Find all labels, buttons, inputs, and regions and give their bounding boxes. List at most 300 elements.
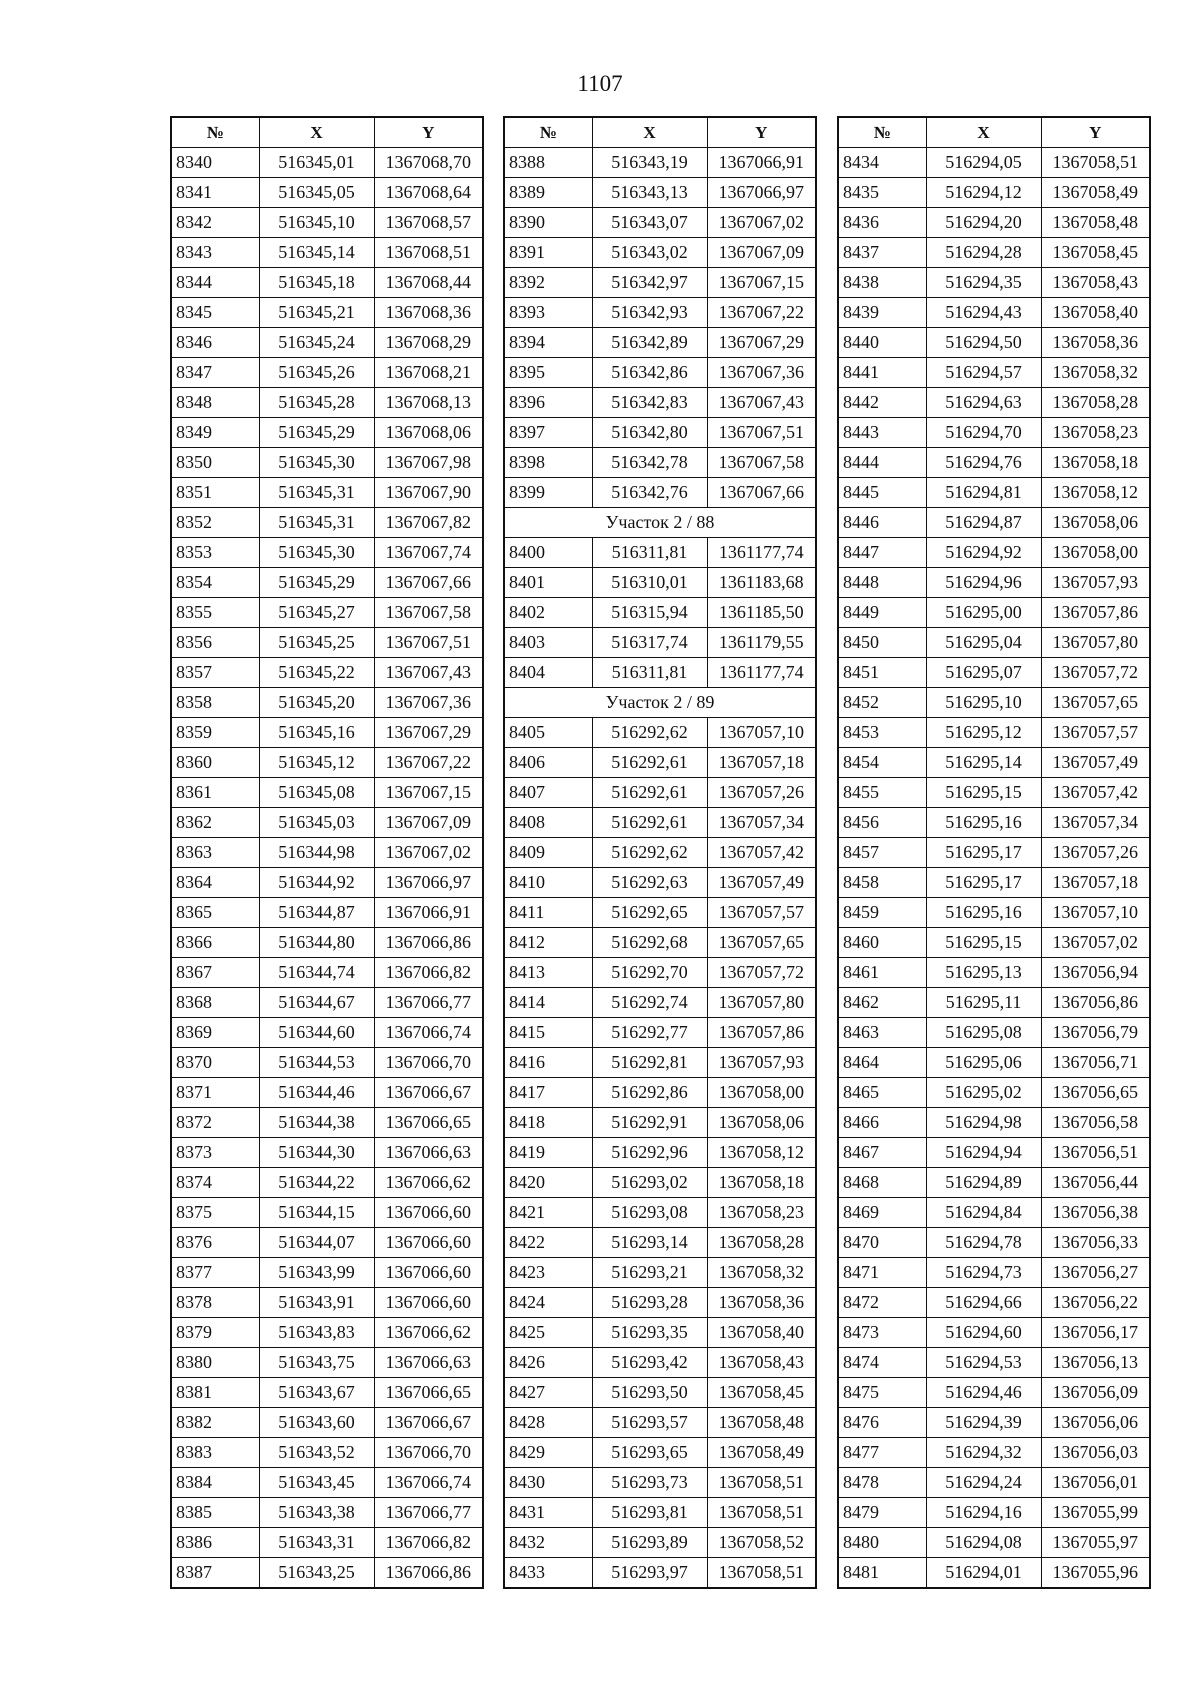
point-number-cell: 8424 <box>504 1288 592 1318</box>
y-coordinate-cell: 1367057,18 <box>1041 868 1150 898</box>
point-number-cell: 8425 <box>504 1318 592 1348</box>
y-coordinate-cell: 1367067,36 <box>707 358 816 388</box>
table-row <box>171 178 483 208</box>
table-row <box>838 1108 1150 1138</box>
x-coordinate-cell: 516295,00 <box>926 598 1041 628</box>
header-y: Y <box>374 117 483 148</box>
point-number-cell: 8460 <box>838 928 926 958</box>
y-coordinate-cell: 1367057,02 <box>1041 928 1150 958</box>
point-number-cell: 8418 <box>504 1108 592 1138</box>
y-coordinate-cell: 1367056,79 <box>1041 1018 1150 1048</box>
y-coordinate-cell: 1367057,10 <box>1041 898 1150 928</box>
y-coordinate-cell: 1367058,43 <box>707 1348 816 1378</box>
point-number-cell: 8454 <box>838 748 926 778</box>
x-coordinate-cell: 516293,81 <box>592 1498 707 1528</box>
table-row <box>504 988 816 1018</box>
point-number-cell: 8346 <box>171 328 259 358</box>
table-row <box>838 208 1150 238</box>
x-coordinate-cell: 516295,13 <box>926 958 1041 988</box>
y-coordinate-cell: 1367066,62 <box>374 1318 483 1348</box>
point-number-cell: 8379 <box>171 1318 259 1348</box>
x-coordinate-cell: 516344,22 <box>259 1168 374 1198</box>
table-row <box>171 928 483 958</box>
x-coordinate-cell: 516294,12 <box>926 178 1041 208</box>
x-coordinate-cell: 516294,87 <box>926 508 1041 538</box>
x-coordinate-cell: 516295,07 <box>926 658 1041 688</box>
y-coordinate-cell: 1367058,51 <box>1041 148 1150 178</box>
table-row <box>504 1228 816 1258</box>
x-coordinate-cell: 516293,21 <box>592 1258 707 1288</box>
x-coordinate-cell: 516295,02 <box>926 1078 1041 1108</box>
table-row <box>504 1258 816 1288</box>
y-coordinate-cell: 1367056,03 <box>1041 1438 1150 1468</box>
y-coordinate-cell: 1367066,70 <box>374 1438 483 1468</box>
table-row <box>504 1048 816 1078</box>
x-coordinate-cell: 516345,18 <box>259 268 374 298</box>
point-number-cell: 8395 <box>504 358 592 388</box>
x-coordinate-cell: 516343,52 <box>259 1438 374 1468</box>
x-coordinate-cell: 516345,31 <box>259 508 374 538</box>
point-number-cell: 8467 <box>838 1138 926 1168</box>
table-row <box>504 1138 816 1168</box>
y-coordinate-cell: 1367058,45 <box>1041 238 1150 268</box>
table-row <box>504 568 816 598</box>
x-coordinate-cell: 516310,01 <box>592 568 707 598</box>
point-number-cell: 8443 <box>838 418 926 448</box>
point-number-cell: 8385 <box>171 1498 259 1528</box>
y-coordinate-cell: 1367058,06 <box>707 1108 816 1138</box>
table-row <box>171 328 483 358</box>
x-coordinate-cell: 516294,84 <box>926 1198 1041 1228</box>
table-row <box>838 1018 1150 1048</box>
y-coordinate-cell: 1367067,29 <box>374 718 483 748</box>
point-number-cell: 8414 <box>504 988 592 1018</box>
y-coordinate-cell: 1367067,15 <box>374 778 483 808</box>
point-number-cell: 8465 <box>838 1078 926 1108</box>
y-coordinate-cell: 1367066,67 <box>374 1408 483 1438</box>
x-coordinate-cell: 516345,29 <box>259 568 374 598</box>
table-row <box>171 598 483 628</box>
point-number-cell: 8399 <box>504 478 592 508</box>
table-row <box>504 958 816 988</box>
y-coordinate-cell: 1367067,02 <box>374 838 483 868</box>
table-row <box>171 838 483 868</box>
table-row <box>171 1048 483 1078</box>
y-coordinate-cell: 1367058,18 <box>1041 448 1150 478</box>
point-number-cell: 8374 <box>171 1168 259 1198</box>
point-number-cell: 8453 <box>838 718 926 748</box>
table-row <box>171 1258 483 1288</box>
y-coordinate-cell: 1367058,12 <box>707 1138 816 1168</box>
x-coordinate-cell: 516343,38 <box>259 1498 374 1528</box>
y-coordinate-cell: 1367066,82 <box>374 1528 483 1558</box>
table-row <box>171 1168 483 1198</box>
y-coordinate-cell: 1367057,57 <box>707 898 816 928</box>
table-row <box>838 538 1150 568</box>
point-number-cell: 8365 <box>171 898 259 928</box>
table-row <box>838 1408 1150 1438</box>
table-row <box>504 718 816 748</box>
y-coordinate-cell: 1367056,58 <box>1041 1108 1150 1138</box>
point-number-cell: 8440 <box>838 328 926 358</box>
header-number: № <box>838 117 926 148</box>
header-number: № <box>504 117 592 148</box>
table-row <box>838 808 1150 838</box>
table-row <box>838 478 1150 508</box>
point-number-cell: 8474 <box>838 1348 926 1378</box>
x-coordinate-cell: 516293,50 <box>592 1378 707 1408</box>
table-row <box>504 148 816 178</box>
y-coordinate-cell: 1367057,49 <box>707 868 816 898</box>
y-coordinate-cell: 1367067,74 <box>374 538 483 568</box>
y-coordinate-cell: 1367057,18 <box>707 748 816 778</box>
table-row <box>504 238 816 268</box>
y-coordinate-cell: 1367068,36 <box>374 298 483 328</box>
table-row <box>171 1408 483 1438</box>
point-number-cell: 8382 <box>171 1408 259 1438</box>
x-coordinate-cell: 516293,28 <box>592 1288 707 1318</box>
header-y: Y <box>1041 117 1150 148</box>
point-number-cell: 8431 <box>504 1498 592 1528</box>
point-number-cell: 8480 <box>838 1528 926 1558</box>
table-row <box>838 1258 1150 1288</box>
table-row <box>504 898 816 928</box>
point-number-cell: 8387 <box>171 1558 259 1589</box>
point-number-cell: 8447 <box>838 538 926 568</box>
table-header-row <box>504 117 816 148</box>
x-coordinate-cell: 516295,16 <box>926 898 1041 928</box>
table-row <box>504 658 816 688</box>
point-number-cell: 8427 <box>504 1378 592 1408</box>
x-coordinate-cell: 516342,80 <box>592 418 707 448</box>
x-coordinate-cell: 516292,86 <box>592 1078 707 1108</box>
table-row <box>171 538 483 568</box>
y-coordinate-cell: 1367058,28 <box>1041 388 1150 418</box>
table-row <box>838 148 1150 178</box>
table-row <box>171 628 483 658</box>
table-row <box>504 478 816 508</box>
point-number-cell: 8356 <box>171 628 259 658</box>
table-row <box>838 958 1150 988</box>
point-number-cell: 8461 <box>838 958 926 988</box>
y-coordinate-cell: 1367067,66 <box>707 478 816 508</box>
table-row <box>171 268 483 298</box>
x-coordinate-cell: 516344,38 <box>259 1108 374 1138</box>
coordinate-table-1 <box>170 116 484 1589</box>
y-coordinate-cell: 1367067,43 <box>374 658 483 688</box>
y-coordinate-cell: 1367057,93 <box>707 1048 816 1078</box>
y-coordinate-cell: 1367057,34 <box>1041 808 1150 838</box>
x-coordinate-cell: 516292,63 <box>592 868 707 898</box>
table-row <box>504 808 816 838</box>
point-number-cell: 8341 <box>171 178 259 208</box>
point-number-cell: 8391 <box>504 238 592 268</box>
point-number-cell: 8390 <box>504 208 592 238</box>
x-coordinate-cell: 516342,97 <box>592 268 707 298</box>
table-row <box>171 1498 483 1528</box>
y-coordinate-cell: 1367056,65 <box>1041 1078 1150 1108</box>
point-number-cell: 8386 <box>171 1528 259 1558</box>
y-coordinate-cell: 1367068,44 <box>374 268 483 298</box>
x-coordinate-cell: 516345,26 <box>259 358 374 388</box>
table-row <box>504 208 816 238</box>
point-number-cell: 8404 <box>504 658 592 688</box>
y-coordinate-cell: 1367066,60 <box>374 1258 483 1288</box>
x-coordinate-cell: 516345,10 <box>259 208 374 238</box>
x-coordinate-cell: 516294,63 <box>926 388 1041 418</box>
point-number-cell: 8481 <box>838 1558 926 1589</box>
x-coordinate-cell: 516343,31 <box>259 1528 374 1558</box>
y-coordinate-cell: 1367058,51 <box>707 1558 816 1589</box>
table-row <box>171 808 483 838</box>
point-number-cell: 8459 <box>838 898 926 928</box>
point-number-cell: 8430 <box>504 1468 592 1498</box>
point-number-cell: 8373 <box>171 1138 259 1168</box>
x-coordinate-cell: 516294,39 <box>926 1408 1041 1438</box>
point-number-cell: 8377 <box>171 1258 259 1288</box>
point-number-cell: 8436 <box>838 208 926 238</box>
table-row <box>504 538 816 568</box>
table-row <box>504 1018 816 1048</box>
table-row <box>171 1138 483 1168</box>
y-coordinate-cell: 1367058,36 <box>707 1288 816 1318</box>
y-coordinate-cell: 1367056,01 <box>1041 1468 1150 1498</box>
point-number-cell: 8364 <box>171 868 259 898</box>
point-number-cell: 8415 <box>504 1018 592 1048</box>
header-y: Y <box>707 117 816 148</box>
point-number-cell: 8435 <box>838 178 926 208</box>
table-row <box>838 1528 1150 1558</box>
point-number-cell: 8402 <box>504 598 592 628</box>
x-coordinate-cell: 516295,04 <box>926 628 1041 658</box>
y-coordinate-cell: 1367058,49 <box>1041 178 1150 208</box>
x-coordinate-cell: 516292,61 <box>592 778 707 808</box>
table-row <box>838 658 1150 688</box>
table-row <box>838 718 1150 748</box>
x-coordinate-cell: 516344,74 <box>259 958 374 988</box>
x-coordinate-cell: 516344,87 <box>259 898 374 928</box>
point-number-cell: 8403 <box>504 628 592 658</box>
y-coordinate-cell: 1367056,86 <box>1041 988 1150 1018</box>
point-number-cell: 8372 <box>171 1108 259 1138</box>
x-coordinate-cell: 516342,83 <box>592 388 707 418</box>
y-coordinate-cell: 1367066,82 <box>374 958 483 988</box>
x-coordinate-cell: 516345,22 <box>259 658 374 688</box>
table-row <box>504 1318 816 1348</box>
point-number-cell: 8417 <box>504 1078 592 1108</box>
x-coordinate-cell: 516342,89 <box>592 328 707 358</box>
point-number-cell: 8363 <box>171 838 259 868</box>
table-row <box>838 268 1150 298</box>
point-number-cell: 8359 <box>171 718 259 748</box>
y-coordinate-cell: 1367067,36 <box>374 688 483 718</box>
y-coordinate-cell: 1367057,72 <box>707 958 816 988</box>
y-coordinate-cell: 1367066,60 <box>374 1198 483 1228</box>
x-coordinate-cell: 516294,16 <box>926 1498 1041 1528</box>
y-coordinate-cell: 1367058,32 <box>707 1258 816 1288</box>
x-coordinate-cell: 516293,97 <box>592 1558 707 1589</box>
y-coordinate-cell: 1367068,57 <box>374 208 483 238</box>
table-row <box>171 148 483 178</box>
point-number-cell: 8367 <box>171 958 259 988</box>
table-row <box>504 388 816 418</box>
table-row <box>504 1558 816 1589</box>
x-coordinate-cell: 516292,68 <box>592 928 707 958</box>
table-row <box>504 1348 816 1378</box>
point-number-cell: 8450 <box>838 628 926 658</box>
y-coordinate-cell: 1367057,42 <box>707 838 816 868</box>
y-coordinate-cell: 1367066,60 <box>374 1228 483 1258</box>
x-coordinate-cell: 516343,45 <box>259 1468 374 1498</box>
point-number-cell: 8439 <box>838 298 926 328</box>
point-number-cell: 8343 <box>171 238 259 268</box>
point-number-cell: 8420 <box>504 1168 592 1198</box>
table-row <box>504 778 816 808</box>
x-coordinate-cell: 516292,91 <box>592 1108 707 1138</box>
y-coordinate-cell: 1367056,06 <box>1041 1408 1150 1438</box>
x-coordinate-cell: 516295,17 <box>926 868 1041 898</box>
x-coordinate-cell: 516294,35 <box>926 268 1041 298</box>
y-coordinate-cell: 1367068,21 <box>374 358 483 388</box>
point-number-cell: 8449 <box>838 598 926 628</box>
y-coordinate-cell: 1367058,06 <box>1041 508 1150 538</box>
table-row <box>171 1228 483 1258</box>
point-number-cell: 8473 <box>838 1318 926 1348</box>
y-coordinate-cell: 1367056,22 <box>1041 1288 1150 1318</box>
x-coordinate-cell: 516343,60 <box>259 1408 374 1438</box>
x-coordinate-cell: 516293,73 <box>592 1468 707 1498</box>
table-row <box>838 358 1150 388</box>
x-coordinate-cell: 516294,53 <box>926 1348 1041 1378</box>
x-coordinate-cell: 516294,28 <box>926 238 1041 268</box>
x-coordinate-cell: 516292,65 <box>592 898 707 928</box>
x-coordinate-cell: 516295,10 <box>926 688 1041 718</box>
y-coordinate-cell: 1361185,50 <box>707 598 816 628</box>
x-coordinate-cell: 516294,92 <box>926 538 1041 568</box>
table-row <box>171 988 483 1018</box>
table-row <box>838 1198 1150 1228</box>
header-x: X <box>259 117 374 148</box>
point-number-cell: 8455 <box>838 778 926 808</box>
table-row <box>838 598 1150 628</box>
table-row <box>171 748 483 778</box>
table-row <box>838 1498 1150 1528</box>
y-coordinate-cell: 1367056,51 <box>1041 1138 1150 1168</box>
y-coordinate-cell: 1367058,36 <box>1041 328 1150 358</box>
point-number-cell: 8479 <box>838 1498 926 1528</box>
table-row <box>838 1228 1150 1258</box>
x-coordinate-cell: 516295,14 <box>926 748 1041 778</box>
y-coordinate-cell: 1367068,13 <box>374 388 483 418</box>
table-row <box>504 928 816 958</box>
y-coordinate-cell: 1367058,52 <box>707 1528 816 1558</box>
x-coordinate-cell: 516345,01 <box>259 148 374 178</box>
point-number-cell: 8358 <box>171 688 259 718</box>
table-row <box>171 238 483 268</box>
x-coordinate-cell: 516344,67 <box>259 988 374 1018</box>
x-coordinate-cell: 516294,32 <box>926 1438 1041 1468</box>
x-coordinate-cell: 516345,31 <box>259 478 374 508</box>
y-coordinate-cell: 1367056,17 <box>1041 1318 1150 1348</box>
point-number-cell: 8396 <box>504 388 592 418</box>
table-row <box>504 328 816 358</box>
point-number-cell: 8345 <box>171 298 259 328</box>
x-coordinate-cell: 516294,46 <box>926 1378 1041 1408</box>
table-row <box>504 1198 816 1228</box>
x-coordinate-cell: 516295,15 <box>926 778 1041 808</box>
x-coordinate-cell: 516343,19 <box>592 148 707 178</box>
y-coordinate-cell: 1367067,58 <box>374 598 483 628</box>
x-coordinate-cell: 516343,07 <box>592 208 707 238</box>
x-coordinate-cell: 516294,24 <box>926 1468 1041 1498</box>
x-coordinate-cell: 516294,78 <box>926 1228 1041 1258</box>
y-coordinate-cell: 1367056,44 <box>1041 1168 1150 1198</box>
y-coordinate-cell: 1367058,49 <box>707 1438 816 1468</box>
point-number-cell: 8369 <box>171 1018 259 1048</box>
table-row <box>171 1318 483 1348</box>
y-coordinate-cell: 1367067,82 <box>374 508 483 538</box>
y-coordinate-cell: 1367067,09 <box>707 238 816 268</box>
table-row <box>171 898 483 928</box>
table-row <box>171 1378 483 1408</box>
point-number-cell: 8423 <box>504 1258 592 1288</box>
x-coordinate-cell: 516342,86 <box>592 358 707 388</box>
y-coordinate-cell: 1367058,32 <box>1041 358 1150 388</box>
table-row <box>171 688 483 718</box>
table-row <box>838 298 1150 328</box>
x-coordinate-cell: 516295,17 <box>926 838 1041 868</box>
x-coordinate-cell: 516293,42 <box>592 1348 707 1378</box>
x-coordinate-cell: 516294,66 <box>926 1288 1041 1318</box>
table-row <box>838 178 1150 208</box>
point-number-cell: 8416 <box>504 1048 592 1078</box>
y-coordinate-cell: 1367066,86 <box>374 928 483 958</box>
table-row <box>838 568 1150 598</box>
y-coordinate-cell: 1367058,51 <box>707 1498 816 1528</box>
table-row <box>838 688 1150 718</box>
table-row <box>838 1348 1150 1378</box>
y-coordinate-cell: 1367066,97 <box>374 868 483 898</box>
x-coordinate-cell: 516343,25 <box>259 1558 374 1589</box>
table-row <box>171 778 483 808</box>
table-row <box>171 1018 483 1048</box>
point-number-cell: 8437 <box>838 238 926 268</box>
table-row <box>504 1408 816 1438</box>
x-coordinate-cell: 516295,16 <box>926 808 1041 838</box>
point-number-cell: 8351 <box>171 478 259 508</box>
point-number-cell: 8352 <box>171 508 259 538</box>
point-number-cell: 8476 <box>838 1408 926 1438</box>
x-coordinate-cell: 516292,77 <box>592 1018 707 1048</box>
x-coordinate-cell: 516342,78 <box>592 448 707 478</box>
x-coordinate-cell: 516295,12 <box>926 718 1041 748</box>
y-coordinate-cell: 1367067,22 <box>707 298 816 328</box>
table-row <box>504 598 816 628</box>
x-coordinate-cell: 516344,15 <box>259 1198 374 1228</box>
header-x: X <box>592 117 707 148</box>
y-coordinate-cell: 1367067,90 <box>374 478 483 508</box>
y-coordinate-cell: 1367068,70 <box>374 148 483 178</box>
point-number-cell: 8421 <box>504 1198 592 1228</box>
table-row <box>171 1468 483 1498</box>
point-number-cell: 8357 <box>171 658 259 688</box>
y-coordinate-cell: 1367068,29 <box>374 328 483 358</box>
table-row <box>171 448 483 478</box>
y-coordinate-cell: 1367068,64 <box>374 178 483 208</box>
table-row <box>838 1558 1150 1589</box>
point-number-cell: 8452 <box>838 688 926 718</box>
point-number-cell: 8381 <box>171 1378 259 1408</box>
